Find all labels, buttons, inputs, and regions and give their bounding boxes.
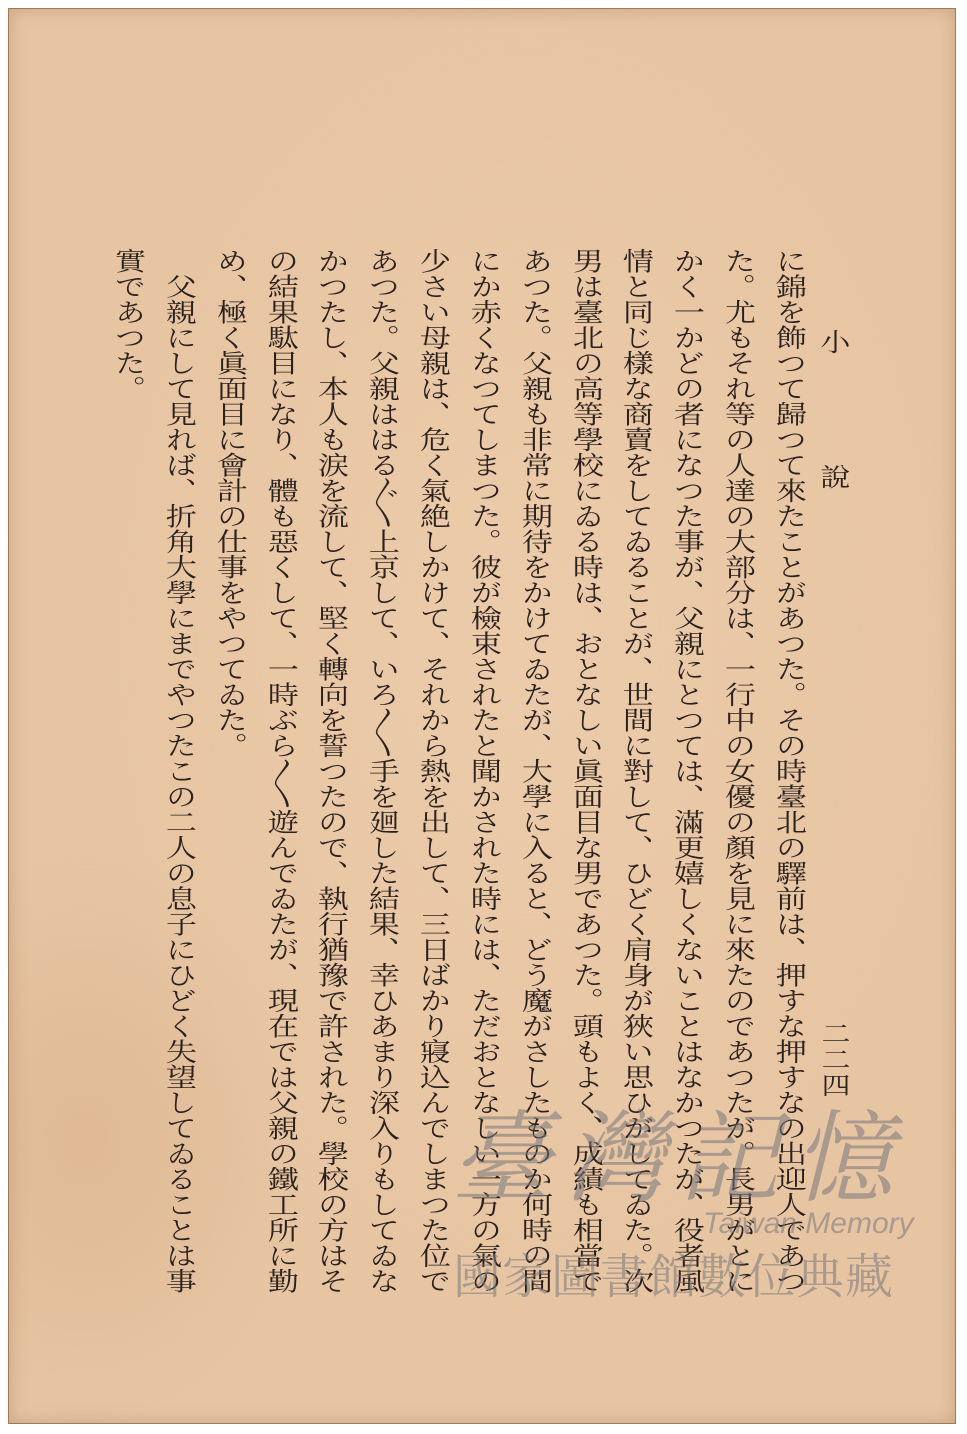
text-column: にか赤くなつてしまつた。彼が檢束されたと聞かされた時には、ただおとなしい一方の氣の	[465, 248, 503, 1294]
watermark-english: Taiwan Memory	[703, 1207, 914, 1240]
text-column: に錦を飾つて歸つて來たことがあつた。その時臺北の驛前は、押すな押すなの出迎人であつ	[770, 248, 808, 1294]
text-column: の結果駄目になり、體も惡くして、一時ぶら〳〵遊んでゐたが、現在では父親の鐵工所に勤	[262, 248, 300, 1294]
text-column: 少さい母親は、危く氣絶しかけて、それから熱を出して、三日ばかり寢込んでしまつた位で	[414, 248, 452, 1294]
text-column: かく一かどの者になつた事が、父親にとつては、滿更嬉しくないことはなかつたが、役者風	[668, 248, 706, 1294]
watermark-logo: 臺灣記憶	[451, 1100, 907, 1217]
text-column: かつたし、本人も涙を流して、堅く轉向を誓つたので、執行猶豫で許された。學校の方はそ	[312, 248, 350, 1294]
text-column: 情と同じ樣な商賣をしてゐることが、世間に對して、ひどく肩身が狹い思ひがしてゐた。次	[617, 248, 655, 1294]
text-column: あつた。父親ははる〴〵上京して、いろ〳〵手を廻した結果、幸ひあまり深入りもしてゐな	[363, 248, 401, 1294]
text-column: あつた。父親も非常に期待をかけてゐたが、大學に入ると、どう魔がさしたものか何時の間	[516, 248, 554, 1294]
scanned-page	[8, 8, 956, 1424]
text-column: た。尤もそれ等の人達の大部分は、一行中の女優の顏を見に來たのであつたが。長男がとに	[719, 248, 757, 1294]
page-number: 二二四	[816, 1021, 850, 1099]
watermark-institution: 國家圖書館數位典藏	[453, 1249, 895, 1305]
text-column: 父親にして見れば、折角大學にまでやつたこの二人の息子にひどく失望してゐることは事	[160, 248, 198, 1294]
text-column: め、極く眞面目に會計の仕事をやつてゐた。	[211, 248, 249, 758]
text-column: 男は臺北の高等學校にゐる時は、おとなしい眞面目な男であつた。頭もよく、成績も相當で	[567, 248, 605, 1294]
text-column: 實であつた。	[109, 248, 147, 401]
running-header: 小說	[816, 329, 851, 599]
